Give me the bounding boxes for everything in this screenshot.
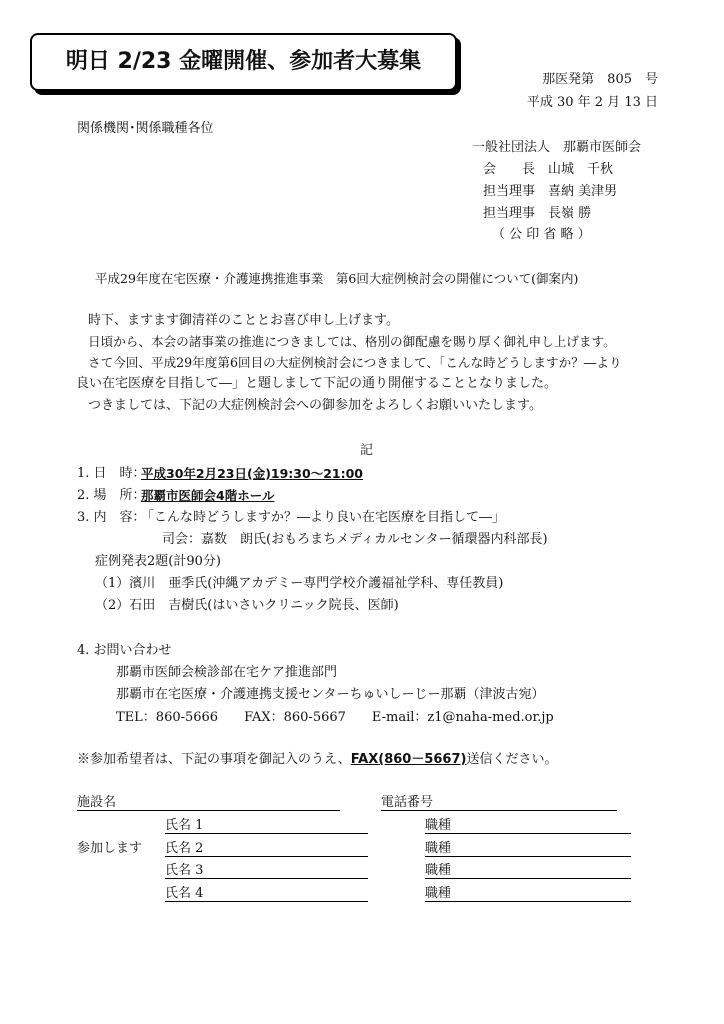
name-3-label: 氏名 3 — [165, 863, 204, 878]
item-date-value: 平成30年2月23日(金)19:30～21:00 — [141, 466, 363, 481]
contact-line-3: TEL：860-5666 FAX：860-5667 E-mail：z1@naha-med.or.jp — [116, 710, 554, 725]
sender-president: 会 長 山城 千秋 — [483, 162, 614, 177]
contact-line-2: 那覇市在宅医療・介護連携支援センターちゅいしーじー那覇（津波古宛） — [116, 687, 545, 702]
item-date-label: 1. 日 時： — [77, 466, 146, 481]
name-2-line — [165, 856, 368, 857]
item-content-value: 「こんな時どうしますか？―より良い在宅医療を目指して―」 — [141, 510, 506, 525]
fax-number: FAX(860－5667) — [350, 752, 467, 767]
name-4-line — [165, 901, 368, 902]
job-2-label: 職種 — [425, 841, 452, 856]
facility-line — [77, 810, 340, 811]
sender-director-2: 担当理事 長嶺 勝 — [483, 206, 592, 221]
name-3-line — [165, 878, 368, 879]
contact-line-1: 那覇市医師会検診部在宅ケア推進部門 — [116, 665, 338, 680]
job-4-label: 職種 — [425, 886, 452, 901]
addressee: 関係機関･関係職種各位 — [77, 121, 214, 136]
name-1-label: 氏名 1 — [165, 818, 204, 833]
body-line-5: つきましては、下記の大症例検討会への御参加をよろしくお願いいたします。 — [88, 398, 542, 413]
job-2-line — [425, 856, 631, 857]
ki-marker: 記 — [360, 443, 374, 458]
contact-label: 4. お問い合わせ — [77, 643, 172, 658]
sender-director-1: 担当理事 喜納 美津男 — [483, 184, 618, 199]
moderator: 司会：嘉数 朗氏(おもろまちメディカルセンター循環器内科部長) — [162, 532, 548, 547]
body-line-1: 時下、ますます御清祥のこととお喜び申し上げます。 — [88, 313, 399, 328]
fax-note-prefix: ※参加希望者は、下記の事項を御記入のうえ、 — [77, 752, 351, 767]
doc-number: 那医発第 805 号 — [542, 72, 658, 87]
item-place-label: 2. 場 所： — [77, 488, 146, 503]
body-line-4: 良い在宅医療を目指して―」と題しまして下記の通り開催することとなりました。 — [76, 376, 558, 391]
attend-label: 参加します — [77, 841, 143, 856]
item-place-value: 那覇市医師会4階ホール — [141, 488, 275, 503]
case-1: （1）濱川 亜季氏(沖縄アカデミー専門学校介護福祉学科、専任教員) — [95, 576, 504, 591]
seal-note: （ 公 印 省 略 ） — [492, 227, 591, 242]
body-line-2: 日頃から、本会の諸事業の推進につきましては、格別の御配慮を賜り厚く御礼申し上げます。 — [88, 334, 616, 349]
doc-date: 平成 30 年 2 月 13 日 — [526, 95, 658, 110]
job-3-line — [425, 878, 631, 879]
job-1-line — [425, 833, 631, 834]
facility-label: 施設名 — [77, 795, 117, 810]
sender-org: 一般社団法人 那覇市医師会 — [472, 140, 642, 155]
name-1-line — [165, 833, 368, 834]
case-2: （2）石田 吉樹氏(はいさいクリニック院長、医師) — [95, 598, 399, 613]
body-line-3: さて今回、平成29年度第6回目の大症例検討会につきまして、「こんな時どうしますか？―より — [88, 355, 622, 370]
name-4-label: 氏名 4 — [165, 886, 204, 901]
job-3-label: 職種 — [425, 863, 452, 878]
fax-note — [77, 752, 557, 768]
item-content-label: 3. 内 容： — [77, 510, 146, 525]
job-4-line — [425, 901, 631, 902]
job-1-label: 職種 — [425, 818, 452, 833]
case-presentations: 症例発表2題(計90分) — [95, 554, 221, 569]
phone-label: 電話番号 — [381, 795, 434, 810]
headline-banner: 明日 2/23 金曜開催、参加者大募集 — [30, 33, 457, 91]
phone-line — [381, 810, 617, 811]
document-title: 平成29年度在宅医療・介護連携推進事業 第6回大症例検討会の開催について(御案内) — [95, 271, 579, 286]
name-2-label: 氏名 2 — [165, 841, 204, 856]
fax-note-suffix: 送信ください。 — [466, 752, 558, 767]
